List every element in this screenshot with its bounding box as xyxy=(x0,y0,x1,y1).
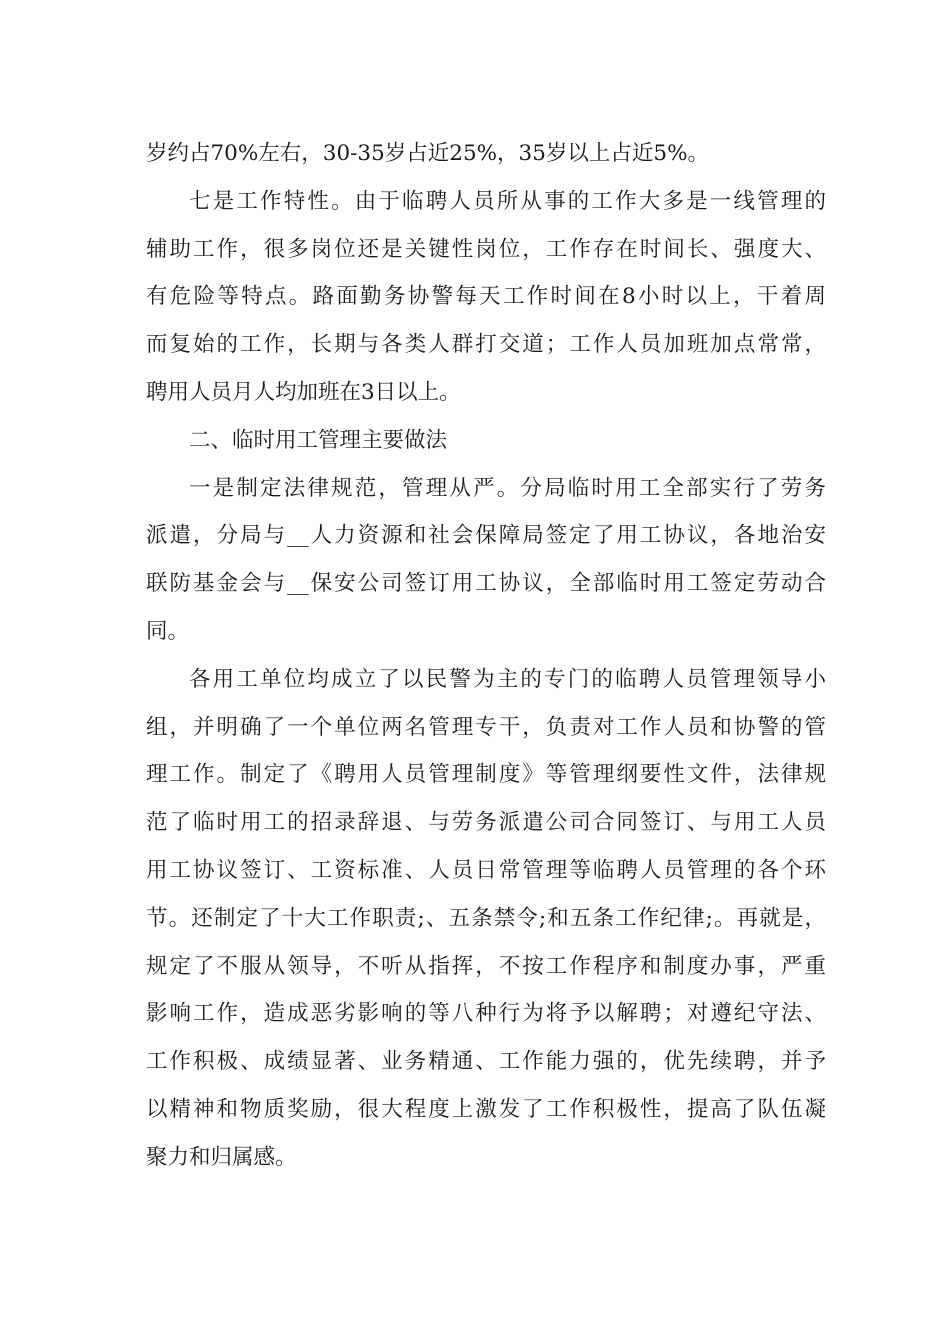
text-line: 以精神和物质奖励，很大程度上激发了工作积极性，提高了队伍凝 xyxy=(146,1096,826,1122)
text-line: 一是制定法律规范，管理从严。分局临时用工全部实行了劳务 xyxy=(189,475,826,501)
text-line: 同。 xyxy=(146,618,190,644)
text-line: 辅助工作，很多岗位还是关键性岗位，工作存在时间长、强度大、 xyxy=(146,236,826,262)
text-line: 聘用人员月人均加班在3日以上。 xyxy=(146,379,461,405)
paragraph-age-dist xyxy=(146,130,826,178)
text-line: 范了临时用工的招录辞退、与劳务派遣公司合同签订、与用工人员 xyxy=(146,810,826,836)
text-line: 联防基金会与__保安公司签订用工协议，全部临时用工签定劳动合 xyxy=(146,571,826,597)
text-line: 派遣，分局与__人力资源和社会保障局签定了用工协议，各地治安 xyxy=(146,523,826,549)
text-line: 工作积极、成绩显著、业务精通、工作能力强的，优先续聘，并予 xyxy=(146,1049,826,1075)
text-line: 各用工单位均成立了以民警为主的专门的临聘人员管理领导小 xyxy=(189,666,826,692)
document-body xyxy=(146,130,826,1182)
text-line: 有危险等特点。路面勤务协警每天工作时间在8小时以上，干着周 xyxy=(146,284,826,310)
paragraph-management-team xyxy=(146,656,826,1182)
text-line: 理工作。制定了《聘用人员管理制度》等管理纲要性文件，法律规 xyxy=(146,762,826,788)
text-line: 规定了不服从领导，不听从指挥，不按工作程序和制度办事，严重 xyxy=(146,953,826,979)
text-line: 组，并明确了一个单位两名管理专干，负责对工作人员和协警的管 xyxy=(146,714,826,740)
text-line: 岁约占70%左右，30-35岁占近25%，35岁以上占近5%。 xyxy=(146,141,710,166)
text-line: 聚力和归属感。 xyxy=(146,1144,297,1170)
text-line: 用工协议签订、工资标准、人员日常管理等临聘人员管理的各个环 xyxy=(146,857,826,883)
paragraph-work-nature xyxy=(146,178,826,417)
text-line: 影响工作，造成恶劣影响的等八种行为将予以解聘；对遵纪守法、 xyxy=(146,1001,826,1027)
paragraph-section-2-heading xyxy=(146,417,826,465)
text-line: 而复始的工作，长期与各类人群打交道；工作人员加班加点常常， xyxy=(146,332,826,358)
text-line: 二、临时用工管理主要做法 xyxy=(189,427,448,453)
text-line: 节。还制定了十大工作职责;、五条禁令;和五条工作纪律;。再就是， xyxy=(146,905,826,931)
paragraph-legal-norms xyxy=(146,465,826,656)
text-line: 七是工作特性。由于临聘人员所从事的工作大多是一线管理的 xyxy=(189,188,826,214)
